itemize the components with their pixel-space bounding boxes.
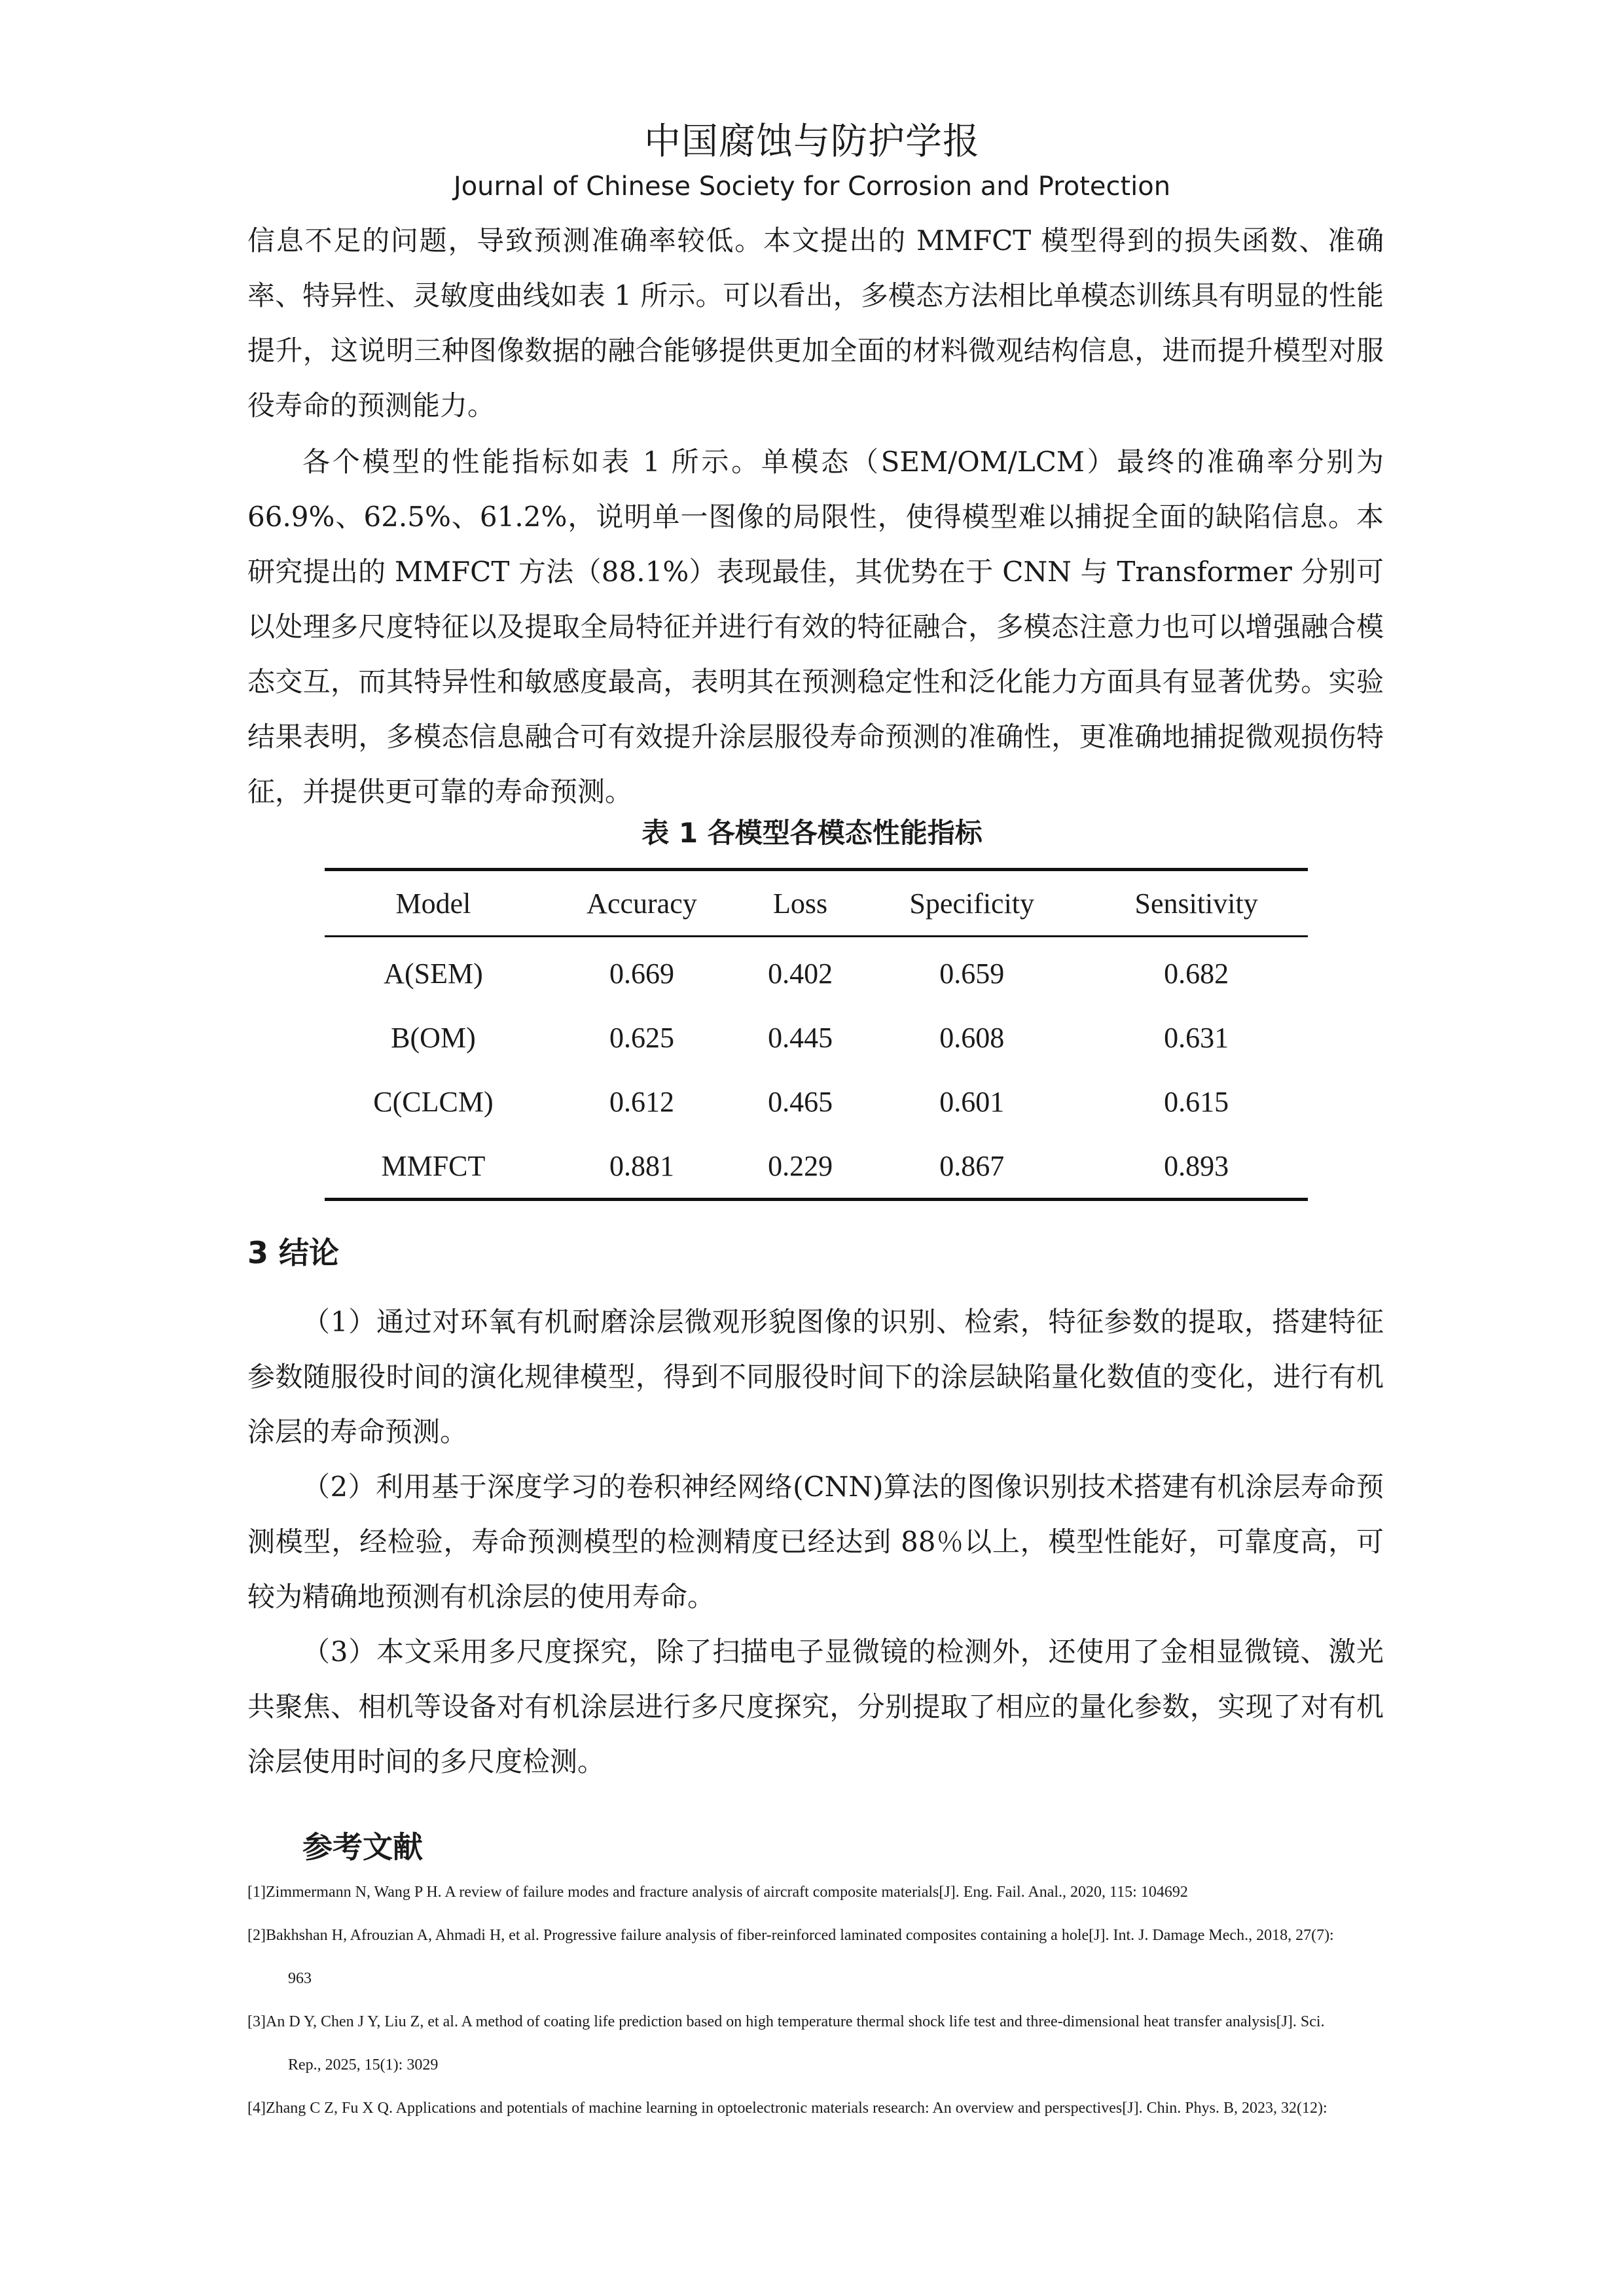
reference-continuation: 963 [288,1970,312,1987]
column-header: Accuracy [586,887,697,920]
table-caption: 表 1 各模型各模态性能指标 [641,817,983,849]
reference-item [247,1871,1384,1914]
reference-text: [3]An D Y, Chen J Y, Liu Z, et al. A method of coating life prediction based on high temperature thermal shock life test and three-dimensional heat transfer analysis[J]. Sci. [247,2013,1325,2030]
reference-item [247,1914,1384,2000]
reference-text: [1]Zimmermann N, Wang P H. A review of failure modes and fracture analysis of aircraft composite materials[J]. Eng. Fail. Anal., 2020, 115: 104692 [247,1884,1188,1901]
table-cell: 0.881 [609,1149,674,1182]
table-row [325,1005,1308,1069]
table-cell: 0.608 [939,1021,1005,1054]
table-cell: 0.601 [939,1085,1005,1118]
conclusions-list [247,1295,1384,1789]
table-cell: 0.631 [1164,1021,1229,1054]
table-cell: 0.659 [939,957,1005,990]
table-cell: 0.612 [609,1085,674,1118]
paragraph-text: 信息不足的问题，导致预测准确率较低。本文提出的 MMFCT 模型得到的损失函数、准确率、特异性、灵敏度曲线如表 1 所示。可以看出，多模态方法相比单模态训练具有明显的性能提升，这说明三种图像数据的融合能够提供更加全面的材料微观结构信息，进而提升模型对服役寿命的预测能力。 [247,224,1384,422]
table-cell: 0.669 [609,957,674,990]
table-cell: MMFCT [381,1149,486,1182]
journal-title-en: Journal of Chinese Society for Corrosion and Protection [453,171,1171,202]
reference-text: [2]Bakhshan H, Afrouzian A, Ahmadi H, et al. Progressive failure analysis of fiber-reinforced laminated composites containing a hole[J]. Int. J. Damage Mech., 2018, 27(7): [247,1927,1334,1944]
conclusion-item: （1）通过对环氧有机耐磨涂层微观形貌图像的识别、检索，特征参数的提取，搭建特征参数随服役时间的演化规律模型，得到不同服役时间下的涂层缺陷量化数值的变化，进行有机涂层的寿命预测。 [247,1306,1384,1448]
table-cell: 0.465 [768,1085,833,1118]
reference-item [247,2000,1384,2087]
references-heading: 参考文献 [302,1829,423,1865]
table-cell: 0.625 [609,1021,674,1054]
table-cell: 0.229 [768,1149,833,1182]
table-header-row [325,870,1308,937]
journal-title-cn: 中国腐蚀与防护学报 [644,120,980,163]
reference-text: [4]Zhang C Z, Fu X Q. Applications and potentials of machine learning in optoelectronic materials research: An overview and perspectives[J]. Chin. Phys. B, 2023, 32(12): [247,2100,1327,2117]
reference-continuation: Rep., 2025, 15(1): 3029 [288,2056,439,2073]
conclusion-item: （3）本文采用多尺度探究，除了扫描电子显微镜的检测外，还使用了金相显微镜、激光共聚焦、相机等设备对有机涂层进行多尺度探究，分别提取了相应的量化参数，实现了对有机涂层使用时间的多尺度检测。 [247,1636,1384,1778]
table-row [325,937,1308,1006]
reference-item [247,2087,1384,2130]
table-cell: C(CLCM) [373,1085,494,1118]
table-cell: 0.867 [939,1149,1005,1182]
paragraph-text: 各个模型的性能指标如表 1 所示。单模态（SEM/OM/LCM）最终的准确率分别为 66.9%、62.5%、61.2%，说明单一图像的局限性，使得模型难以捕捉全面的缺陷信息。本研究提出的 MMFCT 方法（88.1%）表现最佳，其优势在于 CNN 与 Transformer 分别可以处理多尺度特征以及提取全局特征并进行有效的特征融合，多模态注意力也可以增强融合模态交互，而其特异性和敏感度最高，表明其在预测稳定性和泛化能力方面具有显著优势。实验结果表明，多模态信息融合可有效提升涂层服役寿命预测的准确性，更准确地捕捉微观损伤特征，并提供更可靠的寿命预测。 [247,446,1384,808]
column-header: Model [395,887,471,920]
conclusion-item: （2）利用基于深度学习的卷积神经网络(CNN)算法的图像识别技术搭建有机涂层寿命预测模型，经检验，寿命预测模型的检测精度已经达到 88％以上，模型性能好，可靠度高，可较为精确地预测有机涂层的使用寿命。 [247,1471,1384,1613]
table-cell: A(SEM) [384,957,483,990]
table-cell: 0.893 [1164,1149,1229,1182]
references-list [247,1871,1384,2130]
body-paragraph-1 [247,213,1384,433]
table-cell: B(OM) [391,1021,476,1054]
table-row [325,1069,1308,1134]
table-cell: 0.615 [1164,1085,1229,1118]
table-cell: 0.682 [1164,957,1229,990]
section-heading-conclusions: 3 结论 [247,1235,340,1270]
column-header: Specificity [909,887,1035,920]
table-cell: 0.445 [768,1021,833,1054]
column-header: Loss [773,887,828,920]
column-header: Sensitivity [1134,887,1258,920]
table-row [325,1134,1308,1200]
performance-table [325,868,1308,1201]
table-cell: 0.402 [768,957,833,990]
body-paragraph-2 [247,435,1384,819]
